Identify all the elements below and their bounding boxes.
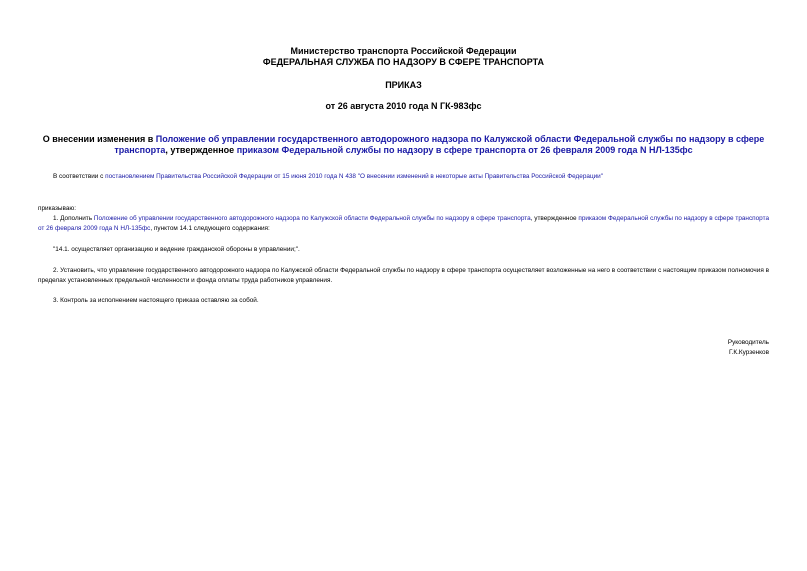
order-word: приказываю: bbox=[38, 205, 76, 212]
preamble-link-resolution[interactable]: постановлением Правительства Российской Федерации от 15 июня 2010 года N 438 "О внесении изменений в некоторые акты Правительства Российской Федерации" bbox=[105, 173, 604, 180]
preamble bbox=[38, 172, 769, 182]
item1-suffix: , пунктом 14.1 следующего содержания: bbox=[150, 224, 270, 232]
item1-prefix: 1. Дополнить bbox=[53, 215, 94, 222]
item1-middle: , утвержденное bbox=[530, 215, 579, 222]
document-date-number: от 26 августа 2010 года N ГК-983фс bbox=[325, 101, 482, 111]
document-type: ПРИКАЗ bbox=[385, 80, 422, 90]
signature-name: Г.К.Курзенков bbox=[728, 349, 769, 356]
signature-block bbox=[569, 338, 769, 358]
item1-link-order[interactable]: приказом Федеральной службы по надзору в сфере транспорта от 26 февраля 2009 года N НЛ-135фс bbox=[38, 215, 769, 232]
document-title bbox=[38, 134, 769, 156]
signature-position: Руководитель bbox=[727, 339, 769, 346]
title-middle: , утвержденное bbox=[165, 145, 237, 155]
item1-link-regulation[interactable]: Положение об управлении государственного автодорожного надзора по Калужской области Федеральной службы по надзору в сфере транспорта bbox=[93, 215, 531, 222]
item-3: 3. Контроль за исполнением настоящего приказа оставляю за собой. bbox=[53, 297, 259, 304]
preamble-prefix: В соответствии с bbox=[53, 173, 106, 180]
title-link-regulation[interactable]: Положение об управлении государственного автодорожного надзора по Калужской области Федеральной службы по надзору в сфере транспорта bbox=[114, 134, 765, 155]
item-1 bbox=[38, 214, 769, 233]
document-header bbox=[38, 46, 769, 68]
title-prefix: О внесении изменения в bbox=[42, 134, 156, 144]
title-link-order[interactable]: приказом Федеральной службы по надзору в сфере транспорта от 26 февраля 2009 года N НЛ-135фс bbox=[236, 145, 693, 155]
document-page bbox=[38, 0, 769, 571]
ministry-name: Министерство транспорта Российской Федерации bbox=[290, 46, 517, 56]
item-1-quote: "14.1. осуществляет организацию и ведение гражданской обороны в управлении;". bbox=[53, 246, 300, 253]
item-2: 2. Установить, что управление государственного автодорожного надзора по Калужской области Федеральной службы по надзору в сфере транспорта осуществляет возложенные на него в соответствии с настоящим приказом полномочия в пределах установленных предельной численности и фонда оплаты труда работников управления. bbox=[38, 267, 769, 284]
service-name: ФЕДЕРАЛЬНАЯ СЛУЖБА ПО НАДЗОРУ В СФЕРЕ ТРАНСПОРТА bbox=[262, 57, 545, 67]
